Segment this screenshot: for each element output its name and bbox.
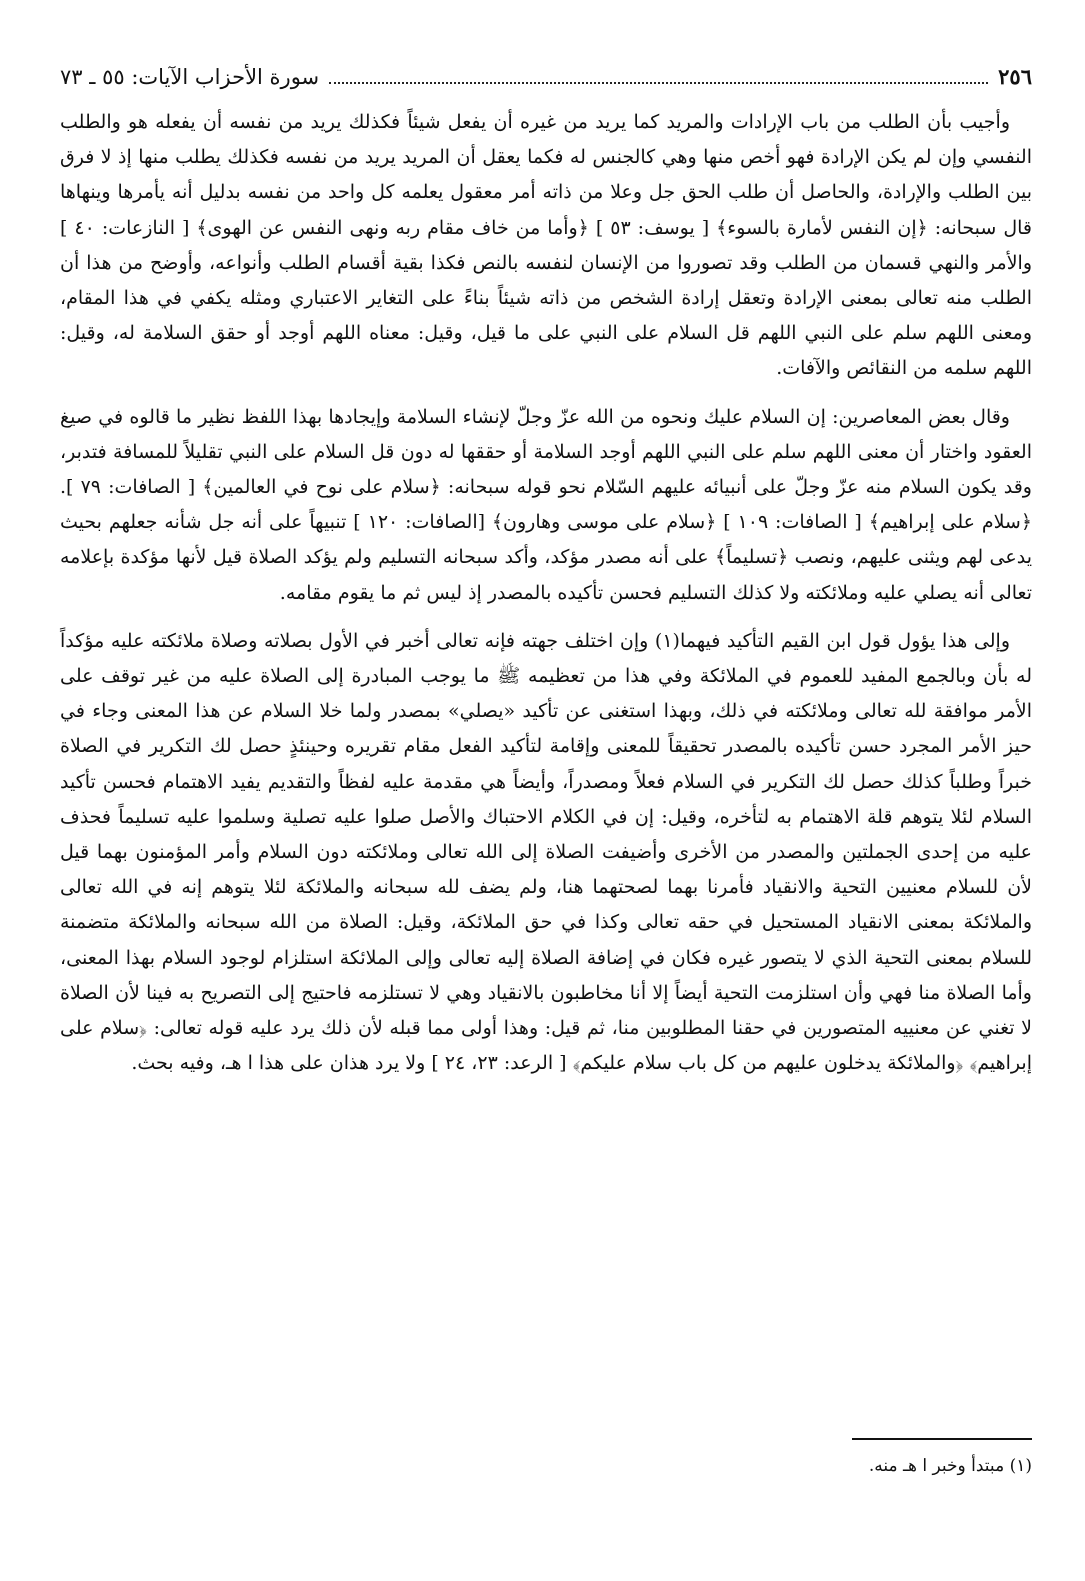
footnote-separator: [852, 1438, 1032, 1440]
paragraph-3: وإلى هذا يؤول قول ابن القيم التأكيد فيهما(١) وإن اختلف جهته فإنه تعالى أخبر في الأول بصلاته وصلاة ملائكته عليه مؤكداً له بأن وبالجمع المفيد للعموم في الملائكة وفي هذا من تعظيمه ﷺ ما يوجب المبادرة إلى الصلاة عليه من غير توقف على الأمر موافقة لله تعالى وملائكته في ذلك، وبهذا استغنى عن تأكيد «يصلي» بمصدر ولما خلا السلام عن هذا المعنى وجاء في حيز الأمر المجرد حسن تأكيده بالمصدر تحقيقاً للمعنى وإقامة لتأكيد الفعل مقام تقريره وحينئذٍ حصل لك التكرير في الصلاة خبراً وطلباً كذلك حصل لك التكرير في السلام فعلاً ومصدراً، وأيضاً هي مقدمة عليه لفظاً والتقديم يفيد الاهتمام فحسن تأكيد السلام لئلا يتوهم قلة الاهتمام به لتأخره، وقيل: إن في الكلام الاحتباك والأصل صلوا عليه تصلية وسلموا عليه تسليماً فحذف عليه من إحدى الجملتين والمصدر من الأخرى وأضيفت الصلاة إلى الله تعالى وملائكته دون السلام وأمر المؤمنون بهما قيل لأن للسلام معنيين التحية والانقياد فأمرنا بهما لصحتهما هنا، ولم يضف لله سبحانه والملائكة لئلا يتوهم إنه في الله تعالى والملائكة بمعنى الانقياد المستحيل في حقه تعالى وكذا في حق الملائكة، وقيل: الصلاة من الله سبحانه والملائكة متضمنة للسلام بمعنى التحية الذي لا يتصور غيره فكان في إضافة الصلاة إليه تعالى وإلى الملائكة استلزام لوجود السلام بهذا المعنى، وأما الصلاة منا فهي وأن استلزمت التحية أيضاً إلا أنا مخاطبون بالانقياد وهي لا تستلزمه فاحتيج إلى التصريح به فينا لأن الصلاة لا تغني عن معنييه المتصورين في حقنا المطلوبين منا، ثم قيل: وهذا أولى مما قبله لأن ذلك يرد عليه قوله تعالى: ﴿سلام على إبراهيم﴾ ﴿والملائكة يدخلون عليهم من كل باب سلام عليكم﴾ [ الرعد: ٢٣، ٢٤ ] ولا يرد هذان على هذا ا هـ، وفيه بحث.: [60, 629, 1032, 1075]
document-page: [60, 60, 1033, 1476]
body-text: [60, 105, 1032, 1081]
footnote: (١) مبتدأ وخبر ا هـ منه.: [868, 1456, 1032, 1476]
running-title: سورة الأحزاب الآيات: ٥٥ ـ ٧٣: [60, 65, 320, 89]
paragraph-2: وقال بعض المعاصرين: إن السلام عليك ونحوه من الله عزّ وجلّ لإنشاء السلامة وإيجادها بهذا اللفظ نظير ما قالوه في صيغ العقود واختار أن معنى اللهم سلم على النبي اللهم أوجد السلامة أو حققها له دون قل السلام على النبي تقليلاً للمسافة فتدبر، وقد يكون السلام منه عزّ وجلّ على أنبيائه عليهم السّلام نحو قوله سبحانه: ﴿سلام على نوح في العالمين﴾ [ الصافات: ٧٩ ]. ﴿سلام على إبراهيم﴾ [ الصافات: ١٠٩ ] ﴿سلام على موسى وهارون﴾ [الصافات: ١٢٠ ] تنبيهاً على أنه جل شأنه جعلهم بحيث يدعى لهم ويثنى عليهم، ونصب ﴿تسليماً﴾ على أنه مصدر مؤكد، وأكد سبحانه التسليم ولم يؤكد الصلاة قيل لأنها مؤكدة بإعلامه تعالى أنه يصلي عليه وملائكته ولا كذلك التسليم فحسن تأكيده بالمصدر إذ ليس ثم ما يقوم مقامه.: [60, 405, 1032, 604]
page-number: ٢٥٦: [998, 64, 1032, 89]
paragraph-1: وأجيب بأن الطلب من باب الإرادات والمريد كما يريد من غيره أن يفعل شيئاً فكذلك يريد من نفسه أن يفعله هو والطلب النفسي وإن لم يكن الإرادة فهو أخص منها وهي كالجنس له فكما يعقل أن المريد يريد من نفسه فكذلك يطلب منها إذ لا فرق بين الطلب والإرادة، والحاصل أن طلب الحق جل وعلا من ذاته أمر معقول يعلمه كل واحد من نفسه بدليل أنه يأمرها وينهاها قال سبحانه: ﴿إن النفس لأمارة بالسوء﴾ [ يوسف: ٥٣ ] ﴿وأما من خاف مقام ربه ونهى النفس عن الهوى﴾ [ النازعات: ٤٠ ] والأمر والنهي قسمان من الطلب وقد تصوروا من الإنسان لنفسه بالنص فكذا بقية أقسام الطلب وأنواعه، وأوضح من هذا أن الطلب منه تعالى بمعنى الإرادة وتعقل إرادة الشخص من ذاته شيئاً بناءً على التغاير الاعتباري ومثله يكفي في هذا المقام، ومعنى اللهم سلم على النبي اللهم قل السلام على النبي على ما قيل، وقيل: معناه اللهم أوجد أو حقق السلامة له، وقيل: اللهم سلمه من النقائص والآفات.: [60, 111, 1033, 380]
header-dot-leader: [329, 82, 988, 84]
running-header: [60, 60, 1032, 95]
